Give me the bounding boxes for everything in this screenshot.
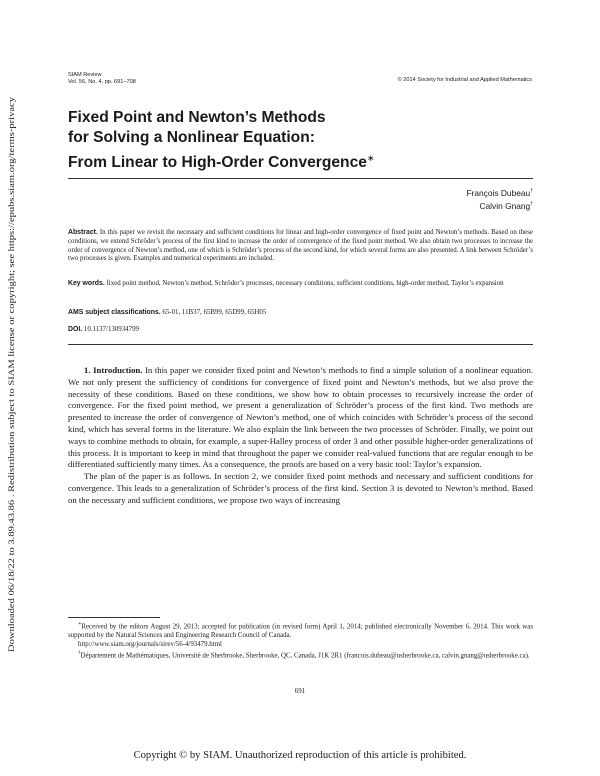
footer-copyright: Copyright © by SIAM. Unauthorized reproduction of this article is prohibited. — [133, 750, 467, 761]
doi — [68, 326, 139, 333]
title-line-1: Fixed Point and Newton’s Methods — [68, 109, 326, 126]
ams-text: 65-01, 11B37, 65B99, 65D99, 65H05 — [162, 309, 267, 316]
ams-label: AMS subject classifications. — [68, 309, 161, 316]
title-line-3: From Linear to High-Order Convergence — [68, 154, 367, 172]
journal-name: SIAM Review — [68, 72, 102, 78]
keywords-text: fixed point method, Newton’s method, Schröder’s processes, necessary conditions, sufficient conditions, high-order method, Taylor’s expansion — [106, 280, 504, 287]
footnote-received: Received by the editors August 29, 2013; accepted for publication (in revised form) April 1, 2014; published electronically November 6, 2014. This work was supported by the Natural Sciences and Engineering Research Council of Canada. — [68, 623, 533, 640]
footnote-mark: † — [78, 650, 81, 656]
abstract — [68, 229, 533, 264]
intro-paragraph-1: In this paper we consider fixed point and Newton’s methods to find a simple solution of a nonlinear equation. We not only present the sufficiency of conditions for convergence of fixed point and Newton’s methods, but we also prove the necessity of these conditions. Based on these conditions, we show how to obtain processes to recursively increase the order of convergence. For the fixed point method, we present a generalization of Schröder’s process of the first kind. Two methods are presented to increase the order of convergence of Newton’s method, one of which coincides with Schröder’s process of the second kind, which has several forms in the literature. We also explain the link between the two processes of Schröder. Finally, we point out ways to combine methods to obtain, for example, a super-Halley process of order 3 and other possible higher-order generalizations of this process. It is important to keep in mind that throughout the paper we consider real-valued functions that are regular enough to be differentiated sufficiently many times. As a consequence, the proofs are based on a very basic tool: Taylor’s expansion. — [68, 365, 534, 470]
footnote-rule — [68, 617, 160, 618]
author-name: Calvin Gnang — [479, 200, 531, 211]
doi-link[interactable]: 10.1137/130934799 — [83, 326, 139, 333]
journal-header — [68, 72, 136, 86]
title-line-2: for Solving a Nonlinear Equation: — [68, 129, 315, 146]
doi-label: DOI. — [68, 326, 83, 333]
footnote-mark: ∗ — [78, 622, 82, 627]
author-mark: † — [530, 200, 533, 207]
title-rule — [68, 178, 533, 179]
abstract-label: Abstract. — [68, 229, 98, 236]
paper-title — [68, 108, 538, 173]
author-mark: † — [530, 188, 533, 194]
author-list — [466, 186, 533, 212]
introduction-section — [68, 365, 533, 507]
society-copyright: © 2014 Society for Industrial and Applied Mathematics — [397, 77, 532, 83]
author-name: François Dubeau — [466, 187, 531, 198]
download-notice — [4, 92, 18, 652]
section-heading: 1. Introduction. — [84, 365, 143, 375]
page-number: 691 — [294, 687, 306, 695]
abstract-text: In this paper we revisit the necessary and sufficient conditions for linear and high-order convergence of fixed point and Newton’s methods. Based on these conditions, we extend Schröder’s process of the first kind to increase the order of convergence of the fixed point method. We also obtain two processes to increase the order of convergence of Newton’s method, one of which is Schröder’s process of the second kind, for which several forms are also presented. A link between Schröder’s two processes is given. Examples and numerical experiments are included. — [68, 229, 533, 263]
footnote-affiliation: Département de Mathématiques, Université de Sherbrooke, Sherbrooke, QC, Canada, J1K 2R1 (francois.dubeau@usherbrooke.ca, calvin.gnang@usherbrooke.ca). — [80, 651, 530, 659]
download-notice-text: Downloaded 06/18/22 to 3.89.43.86 . Redistribution subject to SIAM license or copyright; see https://epubs.siam.org/terms-privacy — [6, 199, 16, 652]
footnotes — [68, 621, 533, 661]
footnote-url[interactable]: http://www.siam.org/journals/sirev/56-4/93479.html — [78, 640, 222, 648]
journal-volume: Vol. 56, No. 4, pp. 691–708 — [68, 79, 136, 85]
keywords — [68, 280, 533, 289]
ams-classifications — [68, 309, 266, 316]
front-matter-rule — [68, 344, 533, 345]
intro-paragraph-2: The plan of the paper is as follows. In section 2, we consider fixed point methods and necessary and sufficient conditions for convergence. This leads to a generalization of Schröder’s process of the first kind. Section 3 is devoted to Newton’s method. Based on the necessary and sufficient conditions, we propose two ways of increasing — [68, 471, 533, 505]
keywords-label: Key words. — [68, 280, 105, 287]
title-footnote-mark: ∗ — [366, 153, 375, 163]
